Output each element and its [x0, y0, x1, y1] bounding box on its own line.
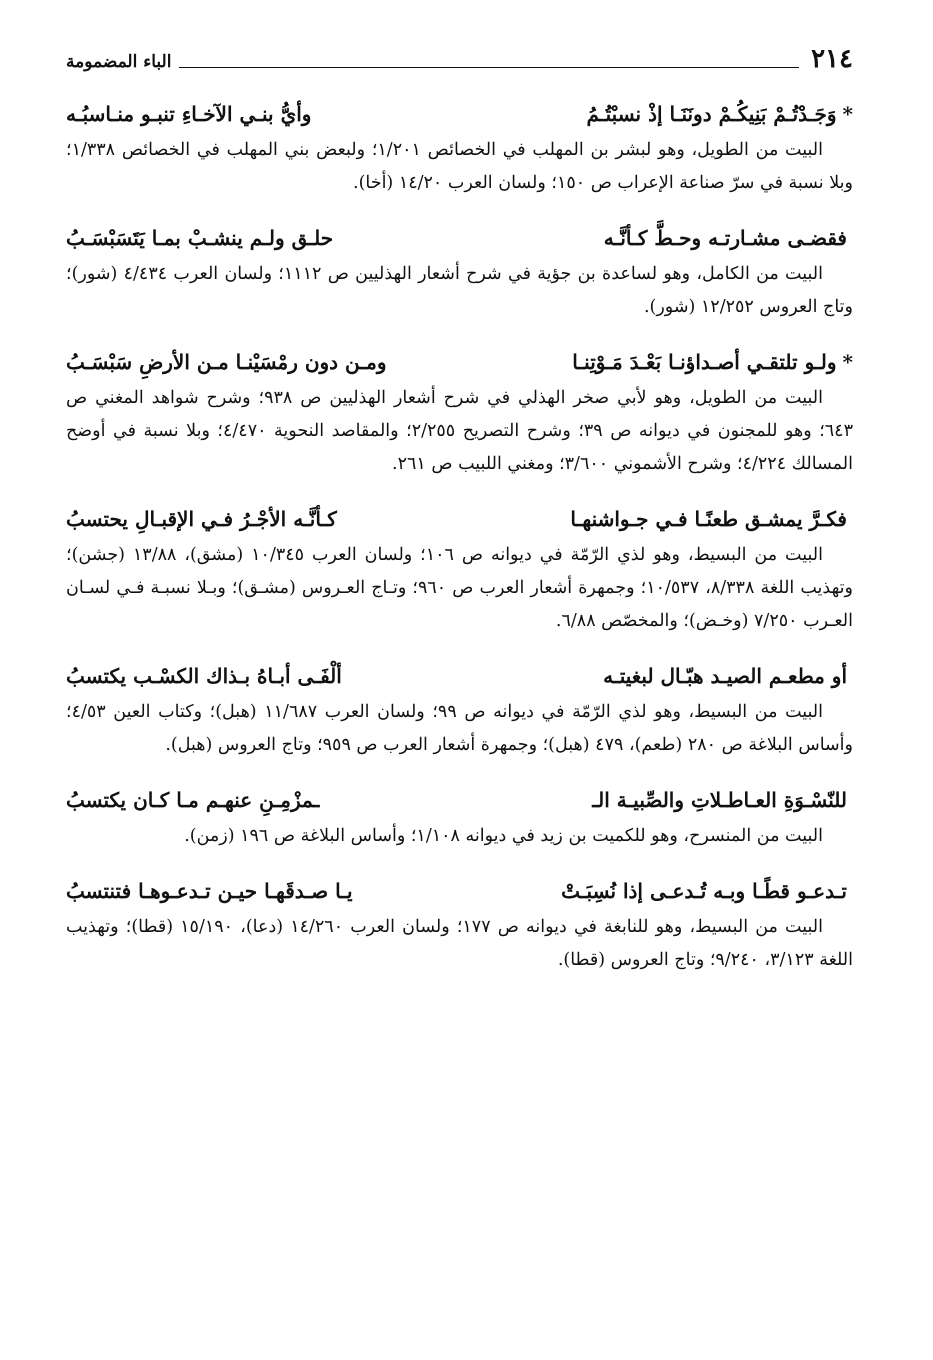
second-hemistich: حلـق ولـم ينشـبْ بمـا يَتَسَبْسَـبُ — [66, 226, 334, 250]
header-rule — [179, 67, 799, 68]
star-marker: * — [842, 102, 853, 126]
second-hemistich: ـمزْمِـنِ عنهـم مـا كـان يكتسبُ — [66, 788, 320, 812]
first-hemistich — [604, 218, 853, 258]
page-number: ٢١٤ — [811, 44, 853, 74]
first-hemistich-text: للنّسْـوَةِ العـاطـلاتِ والصِّبيـة الـ — [592, 788, 847, 812]
verse-entry — [66, 342, 853, 481]
verse-commentary: البيت من البسيط، وهو لذي الرّمّة في ديوانه ص ١٠٦؛ ولسان العرب ١٠/٣٤٥ (مشق)، ١٣/٨٨ (جشن)؛ وتهذيب اللغة ٨/٣٣٨، ١٠/٥٣٧؛ وجمهرة أشعار العرب ص ٩٦٠؛ وتـاج العـروس (مشـق)؛ وبـلا نسبـة فـي لسـان العـرب ٧/٢٥٠ (وخـض)؛ والمخصّص ٦/٨٨. — [66, 545, 853, 631]
first-hemistich-text: وَجَـدْتُـمْ بَنِيكُـمْ دونَنَـا إذْ نسبْتُـمُ — [586, 102, 837, 126]
first-hemistich — [592, 780, 853, 820]
verse-commentary: البيت من البسيط، وهو للنابغة في ديوانه ص ١٧٧؛ ولسان العرب ١٤/٢٦٠ (دعا)، ١٥/١٩٠ (قطا)؛ وتهذيب اللغة ٣/١٢٣، ٩/٢٤٠؛ وتاج العروس (قطا). — [66, 917, 853, 970]
verse-line — [66, 871, 853, 911]
running-title: الباء المضمومة — [66, 52, 172, 72]
first-hemistich-text: ولـو تلتقـي أصـداؤنـا بَعْـدَ مَـوْتِنـا — [572, 350, 837, 374]
second-hemistich: يـا صـدقَهـا حيـن تـدعـوهـا فتنتسبُ — [66, 879, 353, 903]
second-hemistich: وأيُّ بنـي الآخـاءِ تنبـو منـاسبُـه — [66, 102, 312, 126]
verse-entry — [66, 780, 853, 853]
second-hemistich: ومـن دون رمْسَيْنـا مـن الأرضِ سَبْسَـبُ — [66, 350, 387, 374]
star-marker: * — [842, 350, 853, 374]
verse-commentary: البيت من الكامل، وهو لساعدة بن جؤية في شرح أشعار الهذليين ص ١١١٢؛ ولسان العرب ٤/٤٣٤ (شور)؛ وتاج العروس ١٢/٢٥٢ (شور). — [66, 264, 853, 317]
verse-line — [66, 342, 853, 382]
first-hemistich-text: فكـرَّ يمشـق طعنًـا فـي جـواشنهـا — [570, 507, 847, 531]
first-hemistich — [586, 94, 853, 134]
first-hemistich — [561, 871, 853, 911]
verse-commentary: البيت من الطويل، وهو لأبي صخر الهذلي في شرح أشعار الهذليين ص ٩٣٨؛ وشرح شواهد المغني ص ٦٤٣؛ وهو للمجنون في ديوانه ص ٣٩؛ وشرح التصريح ٢/٢٥٥؛ والمقاصد النحوية ٤/٤٧٠؛ وبلا نسبة في أوضح المسالك ٤/٢٢٤؛ وشرح الأشموني ٣/٦٠٠؛ ومغني اللبيب ص ٢٦١. — [66, 388, 853, 474]
verse-entry — [66, 94, 853, 200]
first-hemistich-text: فقضـى مشـارتـه وحـطَّ كـأنَّـه — [603, 226, 847, 250]
first-hemistich — [570, 499, 853, 539]
second-hemistich: ألْفَـى أبـاهُ بـذاك الكسْـب يكتسبُ — [66, 664, 342, 688]
verse-entry — [66, 499, 853, 638]
verse-entry — [66, 871, 853, 977]
verse-entry — [66, 656, 853, 762]
verse-line — [66, 780, 853, 820]
first-hemistich — [603, 656, 853, 696]
verse-commentary: البيت من البسيط، وهو لذي الرّمّة في ديوانه ص ٩٩؛ ولسان العرب ١١/٦٨٧ (هبل)؛ وكتاب العين ٤/٥٣؛ وأساس البلاغة ص ٢٨٠ (طعم)، ٤٧٩ (هبل)؛ وجمهرة أشعار العرب ص ٩٥٩؛ وتاج العروس (هبل). — [66, 702, 853, 755]
verse-line — [66, 656, 853, 696]
verse-line — [66, 218, 853, 258]
first-hemistich-text: أو مطعـم الصيـد هبّـال لبغيتـه — [603, 664, 847, 688]
first-hemistich-text: تـدعـو قطًـا وبـه تُـدعـى إذا نُسِبَـتْ — [561, 879, 847, 903]
verse-entry — [66, 218, 853, 324]
second-hemistich: كـأنَّـه الأجْـرُ فـي الإقبـالِ يحتسبُ — [66, 507, 337, 531]
verse-commentary: البيت من المنسرح، وهو للكميت بن زيد في ديوانه ١/١٠٨؛ وأساس البلاغة ص ١٩٦ (زمن). — [184, 826, 823, 846]
page-header — [66, 38, 853, 72]
verse-line — [66, 94, 853, 134]
verse-commentary: البيت من الطويل، وهو لبشر بن المهلب في الخصائص ١/٢٠١؛ ولبعض بني المهلب في الخصائص ١/٣٣٨؛ وبلا نسبة في سرّ صناعة الإعراب ص ١٥٠؛ ولسان العرب ١٤/٢٠ (أخا). — [66, 140, 853, 193]
verse-line — [66, 499, 853, 539]
first-hemistich — [572, 342, 853, 382]
